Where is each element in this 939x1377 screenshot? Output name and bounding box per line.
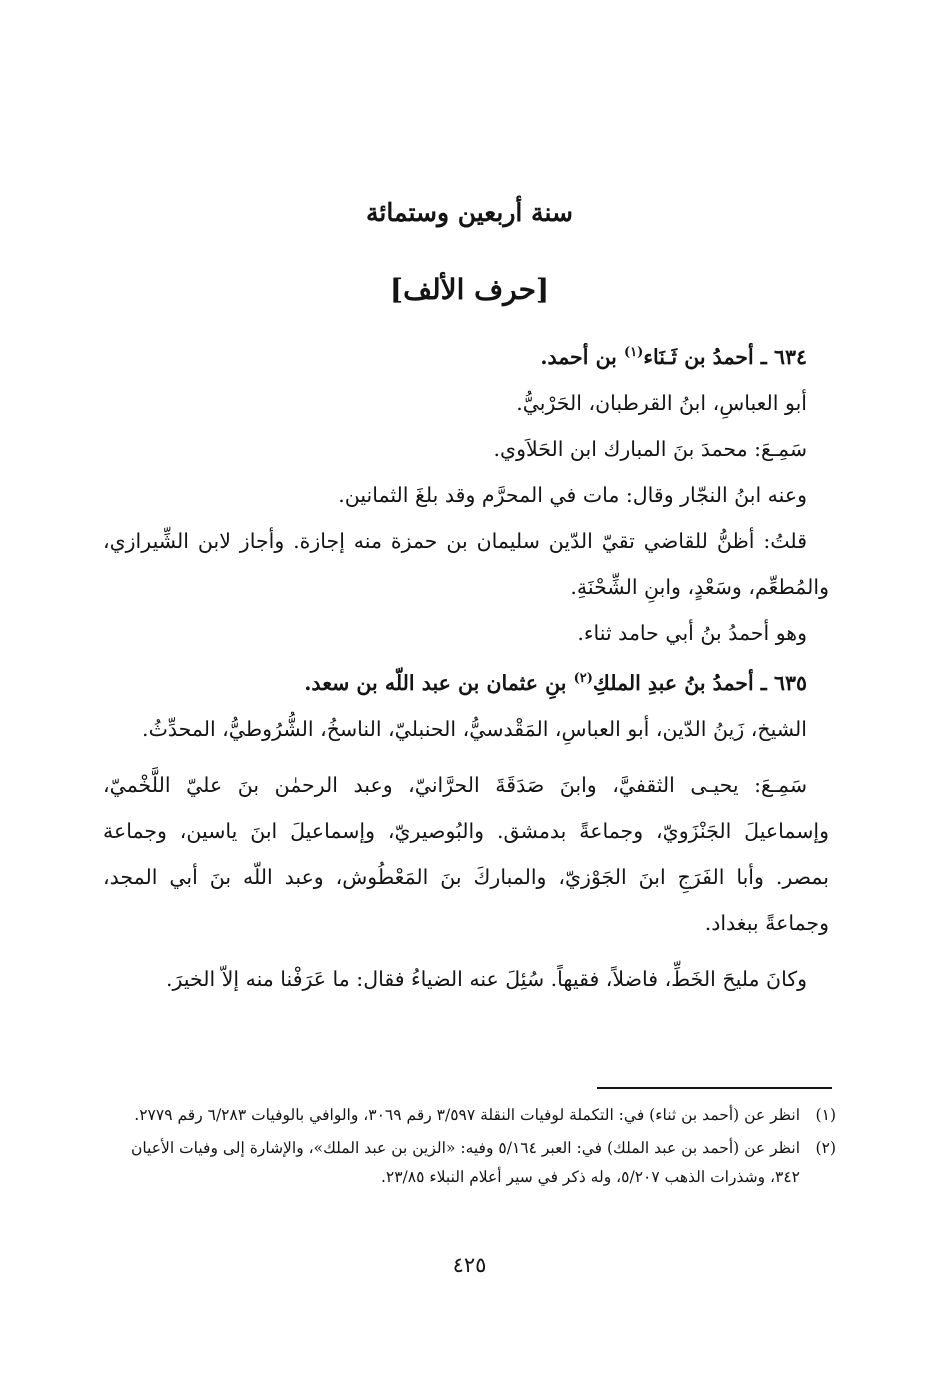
entry-635-head-text: ٦٣٥ ـ أحمدُ بنُ عبدِ الملكِ [592,671,807,695]
footnote-number: (٢) [815,1139,836,1157]
entry-635-paragraph: وكانَ مليحَ الخَطِّ، فاضلاً، فقيهاً. سُئِلَ عنه الضياءُ فقال: ما عَرَفْنا منه إلاّ الخيرَ. [165,967,807,991]
entry-634-line: أبو العباسِ، ابنُ القرطبان، الحَرْبيُّ. [516,391,807,415]
footnote-ref-1: (١) [624,345,644,361]
entry-634-heading [103,334,829,380]
footnote-text: انظر عن (أحمد بن عبد الملك) في: العبر ٥/١٦٤ وفيه: «الزين بن عبد الملك»، والإشارة إلى وفيات الأعيان ٣٤٢، وشذرات الذهب ٥/٢٠٧، وله ذكر في سير أعلام النبلاء ٢٣/٨٥. [130,1139,800,1186]
entry-635 [103,660,829,1002]
entry-634 [103,334,829,656]
entry-634-last-line: وهو أحمدُ بنُ أبي حامد ثناء. [577,621,807,645]
entry-634-paragraph: قلتُ: أظنُّ للقاضي تقيّ الدّين سليمان بن حمزة منه إجازة. وأجاز لابن الشِّيرازي، والمُطعِّم، وسَعْدٍ، وابنِ الشِّحْنَةِ. [103,529,829,599]
year-title: سنة أربعين وستمائة [366,198,573,227]
entry-634-line: سَمِـعَ: محمدَ بنَ المبارك ابن الحَلاَوي. [493,437,807,461]
entry-635-head-rest: بنِ عثمان بن عبد اللّه بن سعد. [304,671,574,695]
entry-635-heading [103,660,829,706]
paragraph-gap [103,946,829,956]
section-title: [حرف الألف] [389,273,550,306]
footnote-1 [109,1101,836,1130]
footnote-2 [109,1134,836,1192]
footnote-divider [597,1087,832,1089]
footnotes [109,1101,836,1196]
footnote-ref-2: (٢) [573,671,593,687]
footnote-text: انظر عن (أحمد بن ثناء) في: التكملة لوفيات النقلة ٣/٥٩٧ رقم ٣٠٦٩، والوافي بالوفيات ٦/٢٨٣ رقم ٢٧٧٩. [134,1106,800,1124]
footnote-number: (١) [815,1106,836,1124]
page-number: ٤٢٥ [452,1253,487,1277]
entry-634-line: وعنه ابنُ النجّار وقال: مات في المحرَّم وقد بلغَ الثمانين. [338,483,807,507]
entry-634-head-text: ٦٣٤ ـ أحمدُ بن ثَـنَاء [643,345,807,369]
entry-634-head-rest: بن أحمد. [540,345,625,369]
entry-635-paragraph: سَمِـعَ: يحيـى الثقفيَّ، وابنَ صَدَقَةَ الحرَّانيّ، وعبد الرحمٰن بنَ عليّ اللَّخْميّ، وإسماعيلَ الجَنْزَويّ، وجماعةً بدمشق. والبُوصيريّ، وإسماعيلَ ابنَ ياسين، وجماعة بمصر. وأبا الفَرَجِ ابنَ الجَوْزيّ، والمباركَ بنَ المَعْطُوش، وعبد اللّه بنَ أبي المجد، وجماعةً ببغداد. [103,773,829,935]
paragraph-gap [103,752,829,762]
entry-635-paragraph: الشيخ، زَينُ الدّين، أبو العباسِ، المَقْدسيُّ، الحنبليّ، الناسخُ، الشُّرُوطيُّ، المحدِّثُ. [142,717,807,741]
